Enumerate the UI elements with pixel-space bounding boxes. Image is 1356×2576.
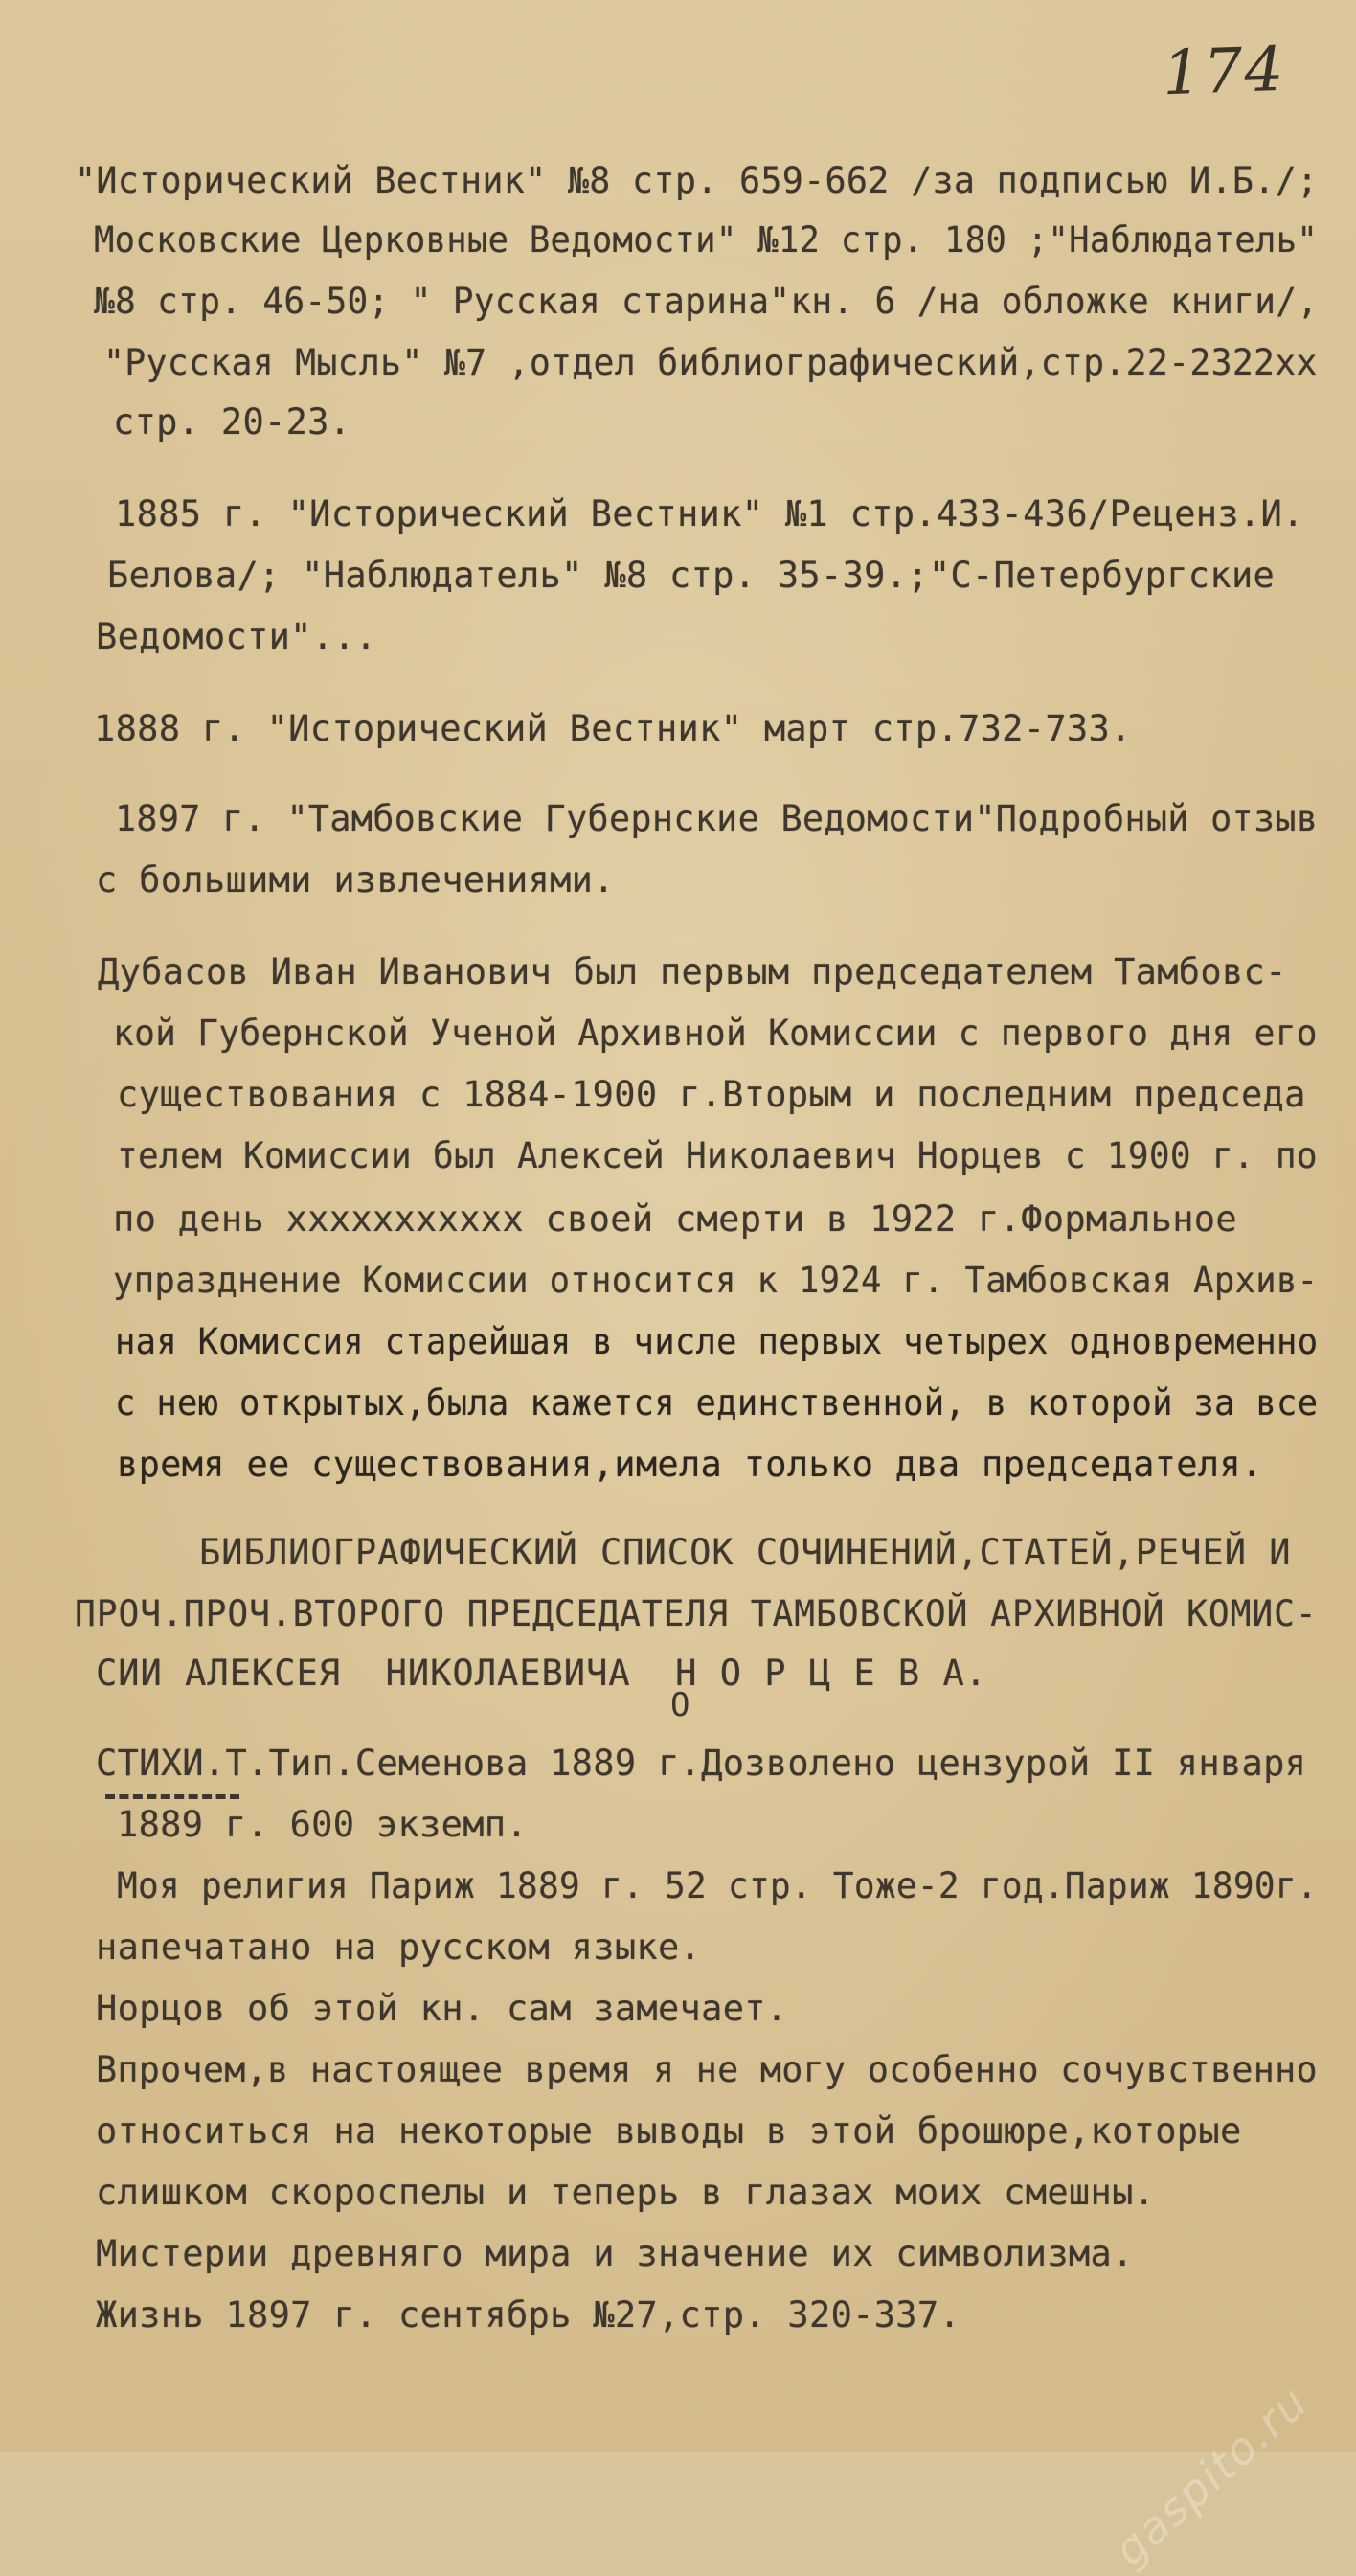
- text-line: упразднение Комиссии относится к 1924 г. Тамбовская Архив-: [113, 1260, 1319, 1301]
- text-line: Мистерии древняго мира и значение их символизма.: [96, 2233, 1134, 2274]
- section-heading-line: СИИ АЛЕКСЕЯ НИКОЛАЕВИЧА Н О Р Ц Е В А.: [96, 1653, 988, 1694]
- watermark: gaspito.ru: [1103, 2375, 1318, 2576]
- text-line: существования с 1884-1900 г.Вторым и последним председа: [117, 1074, 1306, 1115]
- text-line: 1885 г. "Исторический Вестник" №1 стр.433-436/Реценз.И.: [115, 493, 1304, 535]
- text-line: относиться на некоторые выводы в этой брошюре,которые: [96, 2110, 1242, 2152]
- text-line: 1897 г. "Тамбовские Губернские Ведомости"Подробный отзыв: [115, 798, 1319, 839]
- section-heading-line: БИБЛИОГРАФИЧЕСКИЙ СПИСОК СОЧИНЕНИЙ,СТАТЕЙ,РЕЧЕЙ И: [199, 1532, 1292, 1573]
- text-line: Жизнь 1897 г. сентябрь №27,стр. 320-337.: [96, 2294, 961, 2336]
- text-line: Впрочем,в настоящее время я не могу особенно сочувственно: [96, 2049, 1318, 2090]
- text-line: Дубасов Иван Иванович был первым председателем Тамбовс-: [98, 951, 1287, 992]
- text-line: с нею открытых,была кажется единственной, в которой за все: [115, 1382, 1319, 1424]
- text-line: Ведомости"...: [96, 616, 377, 657]
- text-line: время ее существования,имела только два председателя.: [117, 1444, 1263, 1485]
- text-line: кой Губернской Ученой Архивной Комиссии с первого дня его: [113, 1013, 1318, 1054]
- text-line: 1888 г. "Исторический Вестник" март стр.732-733.: [94, 708, 1132, 749]
- text-line: по день xxxxxxxxxxx своей смерти в 1922 г.Формальное: [113, 1198, 1237, 1240]
- text-line: напечатано на русском языке.: [96, 1926, 702, 1968]
- text-line: Московские Церковные Ведомости" №12 стр. 180 ;"Наблюдатель": [94, 219, 1319, 261]
- text-line: стр. 20-23.: [113, 401, 351, 443]
- text-line: 1889 г. 600 экземп.: [117, 1804, 528, 1845]
- text-line: ная Комиссия старейшая в числе первых четырех одновременно: [115, 1321, 1319, 1362]
- text-line: "Исторический Вестник" №8 стр. 659-662 /за подписью И.Б./;: [75, 160, 1319, 201]
- section-heading-line: ПРОЧ.ПРОЧ.ВТОРОГО ПРЕДСЕДАТЕЛЯ ТАМБОВСКОЙ АРХИВНОЙ КОМИС-: [75, 1593, 1318, 1634]
- text-line: телем Комиссии был Алексей Николаевич Норцев с 1900 г. по: [117, 1135, 1318, 1176]
- text-line: с большими извлечениями.: [96, 859, 615, 900]
- text-line: Белова/; "Наблюдатель" №8 стр. 35-39.;"С-Петербургские: [107, 555, 1276, 596]
- underline-mark: [105, 1794, 239, 1799]
- folio-number: 174: [1161, 34, 1287, 110]
- text-line: СТИХИ.Т.Тип.Семенова 1889 г.Дозволено цензурой II января: [96, 1743, 1307, 1784]
- text-line: Моя религия Париж 1889 г. 52 стр. Тоже-2 год.Париж 1890г.: [117, 1865, 1318, 1906]
- text-line: Норцов об этой кн. сам замечает.: [96, 1988, 788, 2029]
- handwritten-mark: О: [670, 1686, 690, 1724]
- text-line: "Русская Мысль" №7 ,отдел библиографический,стр.22-2322xx: [103, 342, 1318, 383]
- text-line: №8 стр. 46-50; " Русская старина"кн. 6 /на обложке книги/,: [94, 281, 1319, 322]
- text-line: слишком скороспелы и теперь в глазах моих смешны.: [96, 2172, 1156, 2213]
